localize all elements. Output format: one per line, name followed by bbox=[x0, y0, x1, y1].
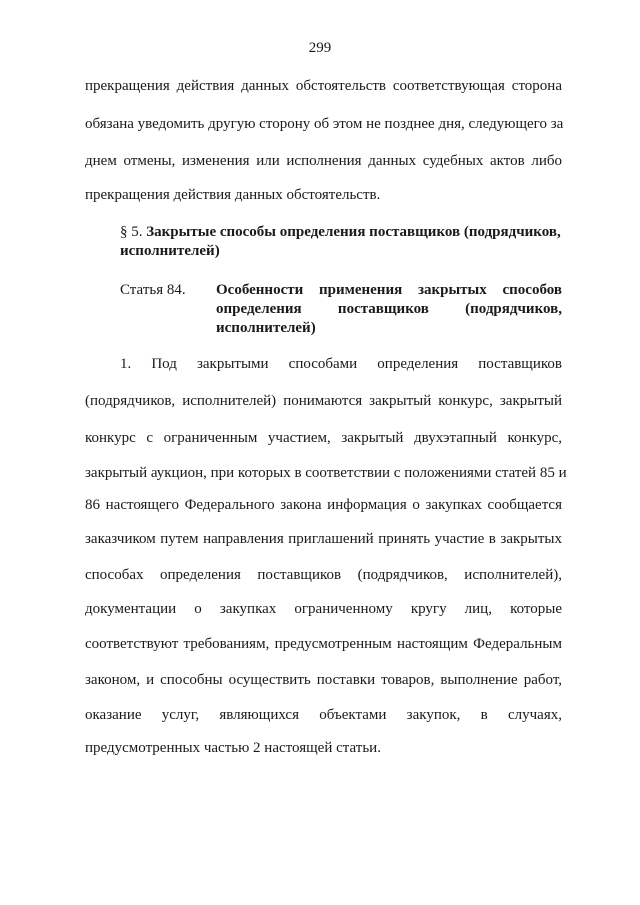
article-label: Статья 84. bbox=[120, 282, 186, 298]
text-line: 86 настоящего Федерального закона информация о закупках сообщается bbox=[85, 497, 562, 513]
text-line: 1. Под закрытыми способами определения поставщиков bbox=[120, 356, 562, 372]
article-title-line: исполнителей) bbox=[216, 320, 316, 336]
text-line: закрытый аукцион, при которых в соответствии с положениями статей 85 и bbox=[85, 465, 567, 481]
page-number: 299 bbox=[308, 40, 332, 56]
text-line: (подрядчиков, исполнителей) понимаются закрытый конкурс, закрытый bbox=[85, 393, 562, 409]
text-line: способах определения поставщиков (подрядчиков, исполнителей), bbox=[85, 567, 562, 583]
article-title bbox=[216, 281, 562, 338]
text-line: оказание услуг, являющихся объектами закупок, в случаях, bbox=[85, 707, 562, 723]
article-title-line: определения поставщиков (подрядчиков, bbox=[216, 301, 562, 317]
text-line: заказчиком путем направления приглашений принять участие в закрытых bbox=[85, 531, 562, 547]
text-line: соответствуют требованиям, предусмотренным настоящим Федеральным bbox=[85, 636, 562, 652]
text-line: конкурс с ограниченным участием, закрытый двухэтапный конкурс, bbox=[85, 430, 562, 446]
article-title-line: Особенности применения закрытых способов bbox=[216, 282, 562, 298]
text-line: законом, и способны осуществить поставки товаров, выполнение работ, bbox=[85, 672, 562, 688]
section-title-line: исполнителей) bbox=[120, 243, 220, 259]
text-line: обязана уведомить другую сторону об этом не позднее дня, следующего за bbox=[85, 116, 564, 132]
text-line: днем отмены, изменения или исполнения данных судебных актов либо bbox=[85, 153, 562, 169]
text-line: предусмотренных частью 2 настоящей статьи. bbox=[85, 740, 381, 756]
text-line: документации о закупках ограниченному кругу лиц, которые bbox=[85, 601, 562, 617]
text-line: прекращения действия данных обстоятельств соответствующая сторона bbox=[85, 78, 562, 94]
section-heading-line bbox=[120, 223, 562, 242]
section-number: § 5. bbox=[120, 224, 143, 240]
text-line: прекращения действия данных обстоятельств. bbox=[85, 187, 381, 203]
section-title: Закрытые способы определения поставщиков (подрядчиков, bbox=[146, 224, 561, 240]
section-heading bbox=[120, 223, 562, 261]
